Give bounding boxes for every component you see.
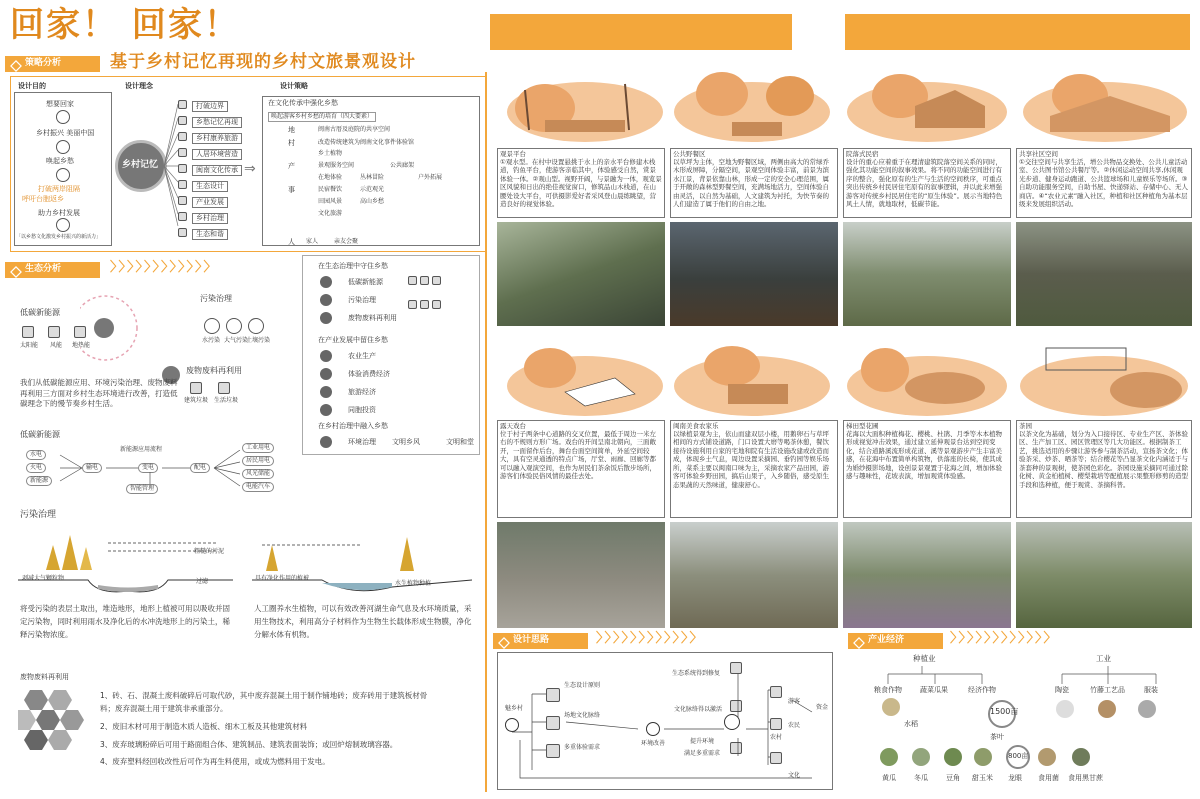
veg-image <box>1038 748 1056 766</box>
air-pollution-icon <box>226 318 242 334</box>
clothing-image <box>1138 700 1156 718</box>
pollution-small-icon <box>420 276 429 285</box>
strategy-item: 改造传统建筑为闽南文化事件体验馆 <box>318 139 415 146</box>
scene-title: 院落式民宿 <box>846 150 879 158</box>
goal-item: 唤起乡愁 <box>46 157 74 165</box>
guard-icon <box>320 276 332 288</box>
pollution-label: 具有净化作用的植被 <box>255 575 310 582</box>
veg-label: 食用黑甘蔗 <box>1068 774 1103 782</box>
scene-title: 茶园 <box>1019 422 1032 430</box>
scene-title: 闽南美食农家乐 <box>673 422 719 430</box>
pollution-title: 污染治理 <box>200 294 232 303</box>
energy-flow-title: 新能源应用流程 <box>120 446 163 453</box>
goal-item: 呼吁台胞返乡 <box>22 195 64 203</box>
flow-col1: 场地文化脉络 <box>564 712 601 719</box>
flow-col2: 生态系统得到修复 <box>672 670 721 677</box>
guard-item: 废物废料再利用 <box>348 314 397 322</box>
section-design-thinking: 设计思路 <box>493 633 588 649</box>
waste-item: 1、砖、石、混凝土废料破碎后可取代砂，其中废弃混凝土用于制作铺地砖；废弃砖用于建筑板材骨料；废弃混凝土用于建筑非承重部分。 <box>100 691 428 713</box>
china-icon <box>56 140 70 154</box>
wind-icon <box>48 326 60 338</box>
flow-start: 魅乡村 <box>505 705 524 712</box>
goal-item: 乡村振兴 美丽中国 <box>36 129 95 137</box>
concept-icon <box>178 116 187 125</box>
scene-photo <box>1016 522 1192 628</box>
strategy-item: 户外拓展 <box>418 174 443 181</box>
concept-icon <box>178 212 187 221</box>
heart-icon <box>56 168 70 182</box>
top-banner <box>490 14 792 50</box>
strategy-item: 亲友会聚 <box>334 238 359 245</box>
waste-small-icon <box>408 300 417 309</box>
strategy-item: 景观服务空间 <box>318 162 355 169</box>
concept-item: 生态和谐 <box>192 229 228 240</box>
waste-item: 3、废弃玻璃粉碎后可用于路面组合体、建筑制品、建筑表面装饰；或回炉熔制玻璃容器。 <box>100 740 398 749</box>
scene-text: 以茶文化为基础，划分为入口接待区、专业生产区、茶体验区、生产加工区、园区管理区等几大功能区。根据制茶工艺，挑选适用的步骤让游客参与制茶活动，宣扬茶文化；体验茶采、炒茶、晒茶等；结合樱花等凸显茶文化内涵适于与茶套种的景观树，使茶园色彩化。茶园设施采摘同可通过除化树、黄金柏植树、樱梨栽培等配植展示果整形修剪的造型手段和选种植，便于观赏、茶摘科普。 <box>1019 430 1188 489</box>
flow-actor: 游客 <box>788 698 801 705</box>
keep-icon <box>320 350 332 362</box>
pollution-text-left: 将受污染的表层土取出，堆造地形，地形上植被可用以吸收并固定污染物，同时利用雨水及净化后的水冲洗地形上的污染土，稀释污染物浓度。 <box>20 604 230 639</box>
energy-label: 风能 <box>50 342 63 349</box>
flow-col2: 提升环境 <box>690 738 715 745</box>
strategy-row-label: 村 <box>288 139 295 147</box>
solar-icon <box>22 326 34 338</box>
concept-center-label: 乡村记忆 <box>122 160 159 170</box>
waste-title: 废物废料再利用 <box>186 366 242 375</box>
flow-node: 智能管理 <box>126 484 158 494</box>
concept-item: 生态设计 <box>192 181 228 192</box>
strategy-item: 民宿餐饮 <box>318 186 343 193</box>
industry-sub: 蔬菜瓜果 <box>920 686 948 694</box>
strategy-sub: 唤起游客乡村乡愁的培育（四大要素） <box>268 112 376 122</box>
pollution-small-icon <box>408 276 417 285</box>
industry-sub: 竹藤工艺品 <box>1090 686 1125 694</box>
flow-col1: 多重体验需求 <box>564 744 601 751</box>
concept-item: 人居环境营造 <box>192 149 242 160</box>
veg-label: 龙眼 <box>1008 774 1022 782</box>
strategy-head: 在文化传承中强化乡愁 <box>268 99 338 107</box>
flow-node: 居民用电 <box>242 456 274 466</box>
waste-item: 4、废弃塑料经回收改性后可作为再生料使用，或成为燃料用于发电。 <box>100 757 330 766</box>
keep-icon <box>320 404 332 416</box>
concept-icon <box>178 100 187 109</box>
flow-col2: 文化脉络得以激活 <box>674 706 723 713</box>
waste-item: 2、废旧木材可用于制造木质人造板、细木工板及其他建筑材料 <box>100 722 308 731</box>
veg-label: 黄瓜 <box>882 774 896 782</box>
flow-node: 火电 <box>26 463 46 473</box>
keep-head: 在产业发展中留住乡愁 <box>318 336 388 344</box>
flow-node: 水电 <box>26 450 46 460</box>
strategy-item: 示范观光 <box>360 186 385 193</box>
goal-item: 想要回家 <box>46 100 74 108</box>
flow-col1: 生态设计原则 <box>564 682 601 689</box>
concept-item: 乡村治理 <box>192 213 228 224</box>
scene-sketch-4 <box>1020 66 1190 146</box>
concept-icon <box>178 148 187 157</box>
scene-sketch-8 <box>1016 340 1192 420</box>
scene-text: 位于村子两条中心道路的交叉位置，最低于周边一米左右的不规则方形广场。戏台的开间呈南北朝向，三面敞开，一面留作后台，舞台台面空间简单，外延空间较大，具有空灵通透的特点广场，厅堂、雨廊、回廊等都可以融入观演空间，也作为居民们茶余饭后散步场所，游客们体验民俗风情的最佳去处。 <box>500 430 656 481</box>
section-ecology: 生态分析 <box>5 262 100 278</box>
col-goal-label: 设计目的 <box>18 82 46 90</box>
pollution-text-right: 人工圈养水生植物，可以有效改善河湖生命气息及水环境质量，采用生物技术，利用高分子材料作为生物生长载体形成生物膜，净化分解水体有机物。 <box>254 604 472 639</box>
energy-flow-subtitle: 低碳新能源 <box>20 430 60 439</box>
strategy-item: 丛林冒险 <box>360 174 385 181</box>
chevron-decoration: 〉〉〉〉〉〉〉〉〉〉〉〉 <box>950 631 1059 646</box>
strategy-item: 公共廊架 <box>390 162 415 169</box>
strategy-item: 田园风景 <box>318 198 343 205</box>
energy-label: 太阳能 <box>20 342 39 349</box>
concept-item: 产业发展 <box>192 197 228 208</box>
water-pollution-icon <box>204 318 220 334</box>
col-strategy-label: 设计策略 <box>280 82 308 90</box>
goal-item: 打破两岸阻隔 <box>38 185 80 193</box>
bamboo-image <box>1098 700 1116 718</box>
leaf-icon <box>94 318 114 338</box>
industry-sub: 粮食作物 <box>874 686 902 694</box>
scene-photo <box>497 522 665 628</box>
scene-sketch-3 <box>845 66 1010 146</box>
concept-item: 乡愁记忆再现 <box>192 117 242 128</box>
flow-arrows <box>512 660 828 785</box>
scene-photo <box>843 522 1011 628</box>
keep-item: 同胞投资 <box>348 406 376 414</box>
handshake-icon <box>56 218 70 232</box>
strategy-item: 文化旅游 <box>318 210 343 217</box>
scene-sketch-1 <box>505 70 665 146</box>
pollution-label: 水生植物种植 <box>395 580 432 587</box>
construction-waste-icon <box>190 382 202 394</box>
strategy-item: 乡土植物 <box>318 150 343 157</box>
pollution-label: 土壤污染 <box>246 337 271 344</box>
veg-image <box>880 748 898 766</box>
guard-icon <box>320 312 332 324</box>
flow-node: 变电 <box>138 463 158 473</box>
flow-node: 工业用电 <box>242 443 274 453</box>
poster-title: 回家！ 回家！ <box>10 5 240 45</box>
scene-sketch-5 <box>505 342 665 420</box>
waste-label: 生活垃圾 <box>214 397 239 404</box>
scene-text: ①交往空间与共享生活，增公共物品交换处、公共儿童活动室、公共图书馆公共餐厅等。②休闲运动空间共享,休闲观光步道、健身运动跑道、公共篮球场和儿童娱乐等场所。③自助功能服务空间，自助书屋、快递驿站、存储中心、无人商店。④“农业元素”融入社区，种植和社区种植角为基本层级来发展组织活动。 <box>1019 158 1188 209</box>
keep-item: 旅游经济 <box>348 388 376 396</box>
strategy-row-label: 地 <box>288 126 295 134</box>
industry-sub: 陶瓷 <box>1055 686 1069 694</box>
waste-label: 建筑垃圾 <box>184 397 209 404</box>
concept-icon <box>178 196 187 205</box>
col-concept-label: 设计理念 <box>125 82 153 90</box>
scene-sketch-6 <box>672 340 832 420</box>
flow-node: 新能源 <box>26 476 52 486</box>
ecology-intro: 我们从低碳能源应用、环境污染治理、废物废料再利用三方面对乡村生态环境进行改善，打造低碳理念下的慢节奏乡村生活。 <box>20 378 178 408</box>
keep-item: 体验消费经济 <box>348 370 390 378</box>
guard-head: 在生态治理中守住乡愁 <box>318 262 388 270</box>
pollution-label: 粗糙的污泥 <box>194 548 225 555</box>
scene-title: 观景平台 <box>500 150 526 158</box>
concept-item: 闽南文化传承 <box>192 165 242 176</box>
crop-value: 1500亩 <box>990 707 1019 716</box>
scene-photo <box>843 222 1011 326</box>
energy-label: 地热能 <box>72 342 91 349</box>
scene-sketch-7 <box>845 340 1010 420</box>
chevron-decoration: 〉〉〉〉〉〉〉〉〉〉〉〉 <box>596 631 705 646</box>
keep-icon <box>320 368 332 380</box>
scene-text: ①观水型。在村中设置悬挑于水上的亲水平台修建木栈道，钓鱼平台，使游客亲临其中，体验感受自然，赏景体验一体。②观山型。视野开阔，与景融为一体，观览景区风貌和日出的绝佳视觉窗口，修筑品山木栈道，在山腰处设大平台，可供摄影爱好者采风登山晨练眺望，营造良好的视觉体验。 <box>500 158 662 209</box>
chevron-decoration: 〉〉〉〉〉〉〉〉〉〉〉〉 <box>110 260 219 275</box>
concept-icon <box>178 164 187 173</box>
goal-item: 助力乡村发展 <box>38 209 80 217</box>
industry-tree <box>870 662 1190 688</box>
industry-planting: 种植业 <box>913 654 936 663</box>
section-strategy: 策略分析 <box>5 56 100 72</box>
household-waste-icon <box>218 382 230 394</box>
pollution-section-title: 污染治理 <box>20 510 57 520</box>
strategy-item: 在地体验 <box>318 174 343 181</box>
flow-actor: 文化 <box>788 772 801 779</box>
flow-node: 配电 <box>190 463 210 473</box>
waste-small-icon <box>432 300 441 309</box>
keep-icon <box>320 386 332 398</box>
strategy-item: 高山乡愁 <box>360 198 385 205</box>
arrow-right-icon: ⇒ <box>244 161 256 177</box>
strategy-row-label: 人 <box>288 238 295 246</box>
flow-node: 电能汽车 <box>242 482 274 492</box>
flow-actor: 农民 <box>788 722 801 729</box>
scene-photo <box>1016 222 1192 326</box>
scene-photo <box>497 222 665 326</box>
top-banner <box>845 14 1190 50</box>
waste-small-icon <box>420 300 429 309</box>
goal-item: 「以乡愁文化激发乡村振兴的新活力」 <box>16 234 102 240</box>
integrate-icon <box>320 436 332 448</box>
scene-text: 以草坪为主体，空地为野餐区域，两侧由高大的常绿乔木形成屏障，分隔空间，景观空间体验丰富，前景为滨水江景，背景依靠山林，形成一定的安全心理范围，属于开敞的森林型野餐空间，充满场地活力，空间体验自由灵活，以自然为基础，人文建筑为衬托，为快节奏的人们建造了属于他们的自由之地。 <box>673 158 829 209</box>
low-carbon-title: 低碳新能源 <box>20 308 60 317</box>
veg-image <box>974 748 992 766</box>
industry-industry: 工业 <box>1096 654 1111 663</box>
section-industry: 产业经济 <box>848 633 943 649</box>
integrate-item: 环境治理 <box>348 438 376 446</box>
flow-lines <box>50 450 250 495</box>
waste-hexagons <box>18 688 94 754</box>
strategy-row-label: 产 <box>288 162 295 170</box>
scene-title: 梯田型花圃 <box>846 422 879 430</box>
flow-actor: 农村 <box>770 734 783 741</box>
veg-label: 豆角 <box>946 774 960 782</box>
scene-title: 共享社区空间 <box>1019 150 1058 158</box>
waste-section-title: 废物废料再利用 <box>20 673 69 681</box>
rice-image <box>882 698 900 716</box>
strategy-item: 家人 <box>306 238 319 245</box>
scene-title: 露天戏台 <box>500 422 526 430</box>
pollution-small-icon <box>432 276 441 285</box>
flow-node: 风光储能 <box>242 469 274 479</box>
pollution-label: 过滤 <box>196 578 209 585</box>
rice-label: 水稻 <box>904 720 918 728</box>
scene-sketch-2 <box>672 66 832 146</box>
guard-item: 低碳新能源 <box>348 278 383 286</box>
veg-image <box>912 748 930 766</box>
ceramics-image <box>1056 700 1074 718</box>
flow-node: 输电 <box>82 463 102 473</box>
industry-sub: 服装 <box>1144 686 1158 694</box>
veg-image <box>1072 748 1090 766</box>
pollution-label: 大气污染 <box>224 337 249 344</box>
integrate-item: 文明和堂 <box>446 438 474 446</box>
concept-item: 乡村康养旅游 <box>192 133 242 144</box>
integrate-item: 文明乡风 <box>392 438 420 446</box>
concept-icon <box>178 228 187 237</box>
pollution-diagram-right <box>252 525 477 595</box>
scene-text: 设计的重心应着重于在理清建筑院落空间关系的同时，强化其功能空间的叙事效果。将不同的功能空间进行有序的整合，强化原有的生产与生活的空间秩序，可重点突出传统乡村民居住宅原有的叙事逻辑，并以此来增强游客对传统乡村民居住宅的“原生体验”。展示当地特色风土人情，就地取材，低碳节能。 <box>846 158 1003 209</box>
scene-title: 公共野餐区 <box>673 150 706 158</box>
guard-icon <box>320 294 332 306</box>
scene-photo <box>670 222 838 326</box>
keep-item: 农业生产 <box>348 352 376 360</box>
home-icon <box>56 110 70 124</box>
concept-icon <box>178 132 187 141</box>
strategy-row-label: 事 <box>288 186 295 194</box>
veg-label: 食用菌 <box>1038 774 1059 782</box>
strategy-item: 闽南古厝及庭院的共享空间 <box>318 126 391 133</box>
veg-label: 甜玉米 <box>972 774 993 782</box>
flow-fund: 资金 <box>816 704 829 711</box>
veg-image <box>944 748 962 766</box>
scene-text: 花海以大面积种植梅花、樱桃、杜鹃、月季等木本植物形成视觉冲击效果，通过建立延伸观景台达到空间变化，结合道路溪流形成花道、溪等景观游步产生丰富美感，在花海中布置简单构筑物，供落座的长椅，使其成为婚纱摄影场地，设创景景观置于花海之间，增加体验感与趣味性，花坡表演，增加观赏体验感。 <box>846 430 1002 481</box>
pollution-label: 水污染 <box>202 337 221 344</box>
industry-sub: 经济作物 <box>968 686 996 694</box>
scene-text: 以绿植景观为主，依山而建双层小楼，用鹅卵石与草坪相间的方式铺设道路，门口设置大磨等喝茶休憩，餐饮接待设施利用自家的宅地和院有生活设施改建或改造而成，体现乡土气息，周边设置采摘园、垂钓园等娱乐场所，菜系主要以闽南口味为主，采摘农家产品田园，游客可体验乡野田园，搞后山果子，入乡随俗，感受原生态果蔬的天然味道，健康舒心。 <box>673 430 829 489</box>
integrate-head: 在乡村治理中融入乡愁 <box>318 422 388 430</box>
concept-item: 打破边界 <box>192 101 228 112</box>
flow-mid: 环境改善 <box>641 740 666 747</box>
tea-value: 800亩 <box>1008 752 1029 760</box>
guard-item: 污染治理 <box>348 296 376 304</box>
flow-col2: 满足多重需求 <box>684 750 721 757</box>
poster-subtitle: 基于乡村记忆再现的乡村文旅景观设计 <box>110 52 416 72</box>
soil-pollution-icon <box>248 318 264 334</box>
concept-icon <box>178 180 187 189</box>
veg-label: 冬瓜 <box>914 774 928 782</box>
pollution-label: 剥减大气颗粒物 <box>22 575 65 582</box>
tea-label: 茶叶 <box>990 733 1004 741</box>
scene-photo <box>670 522 838 628</box>
